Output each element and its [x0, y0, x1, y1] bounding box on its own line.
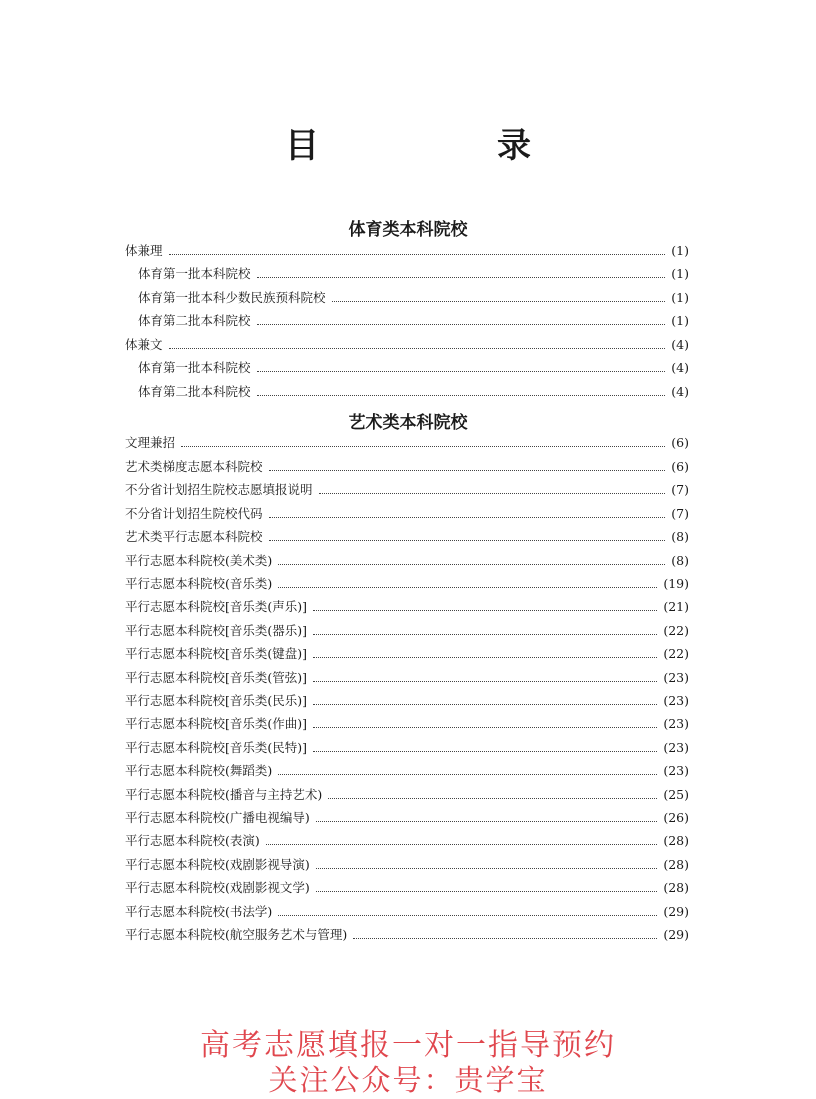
toc-entry[interactable] — [125, 669, 689, 687]
dot-leader — [313, 681, 657, 682]
dot-leader — [332, 301, 666, 302]
dot-leader — [181, 446, 665, 447]
toc-entry-label: 平行志愿本科院校[音乐类(声乐)] — [125, 599, 308, 614]
toc-entry[interactable] — [138, 265, 689, 283]
page-title: 目 录 — [285, 126, 603, 166]
toc-entry-label: 体育第二批本科院校 — [138, 313, 251, 328]
promo-line-wechat: 关注公众号：贵学宝 — [268, 1063, 548, 1097]
dot-leader — [257, 371, 666, 372]
toc-entry[interactable] — [125, 645, 689, 663]
toc-entry-page: (7) — [671, 506, 689, 521]
dot-leader — [353, 938, 657, 939]
toc-entry[interactable] — [125, 926, 689, 944]
dot-leader — [278, 774, 657, 775]
dot-leader — [313, 751, 657, 752]
toc-entry[interactable] — [125, 856, 689, 874]
toc-entry-label: 平行志愿本科院校(舞蹈类) — [125, 763, 273, 778]
toc-entry[interactable] — [125, 458, 689, 476]
dot-leader — [316, 821, 658, 822]
toc-entry[interactable] — [125, 598, 689, 616]
dot-leader — [266, 844, 658, 845]
toc-entry-page: (6) — [671, 435, 689, 450]
dot-leader — [313, 727, 657, 728]
toc-entry[interactable] — [125, 715, 689, 733]
section-heading-sports: 体育类本科院校 — [348, 220, 468, 240]
toc-entry-page: (1) — [671, 290, 689, 305]
toc-entry-page: (1) — [671, 266, 689, 281]
dot-leader — [269, 470, 666, 471]
toc-entry-page: (28) — [663, 833, 689, 848]
toc-entry-page: (23) — [663, 670, 689, 685]
toc-entry[interactable] — [125, 622, 689, 640]
dot-leader — [257, 324, 666, 325]
toc-entry-label: 文理兼招 — [125, 435, 176, 450]
dot-leader — [313, 610, 657, 611]
dot-leader — [313, 634, 657, 635]
toc-entry-page: (29) — [663, 904, 689, 919]
toc-entry-page: (28) — [663, 857, 689, 872]
toc-entry-page: (23) — [663, 716, 689, 731]
dot-leader — [328, 798, 657, 799]
toc-entry-page: (19) — [663, 576, 689, 591]
toc-entry-label: 平行志愿本科院校(戏剧影视导演) — [125, 857, 310, 872]
toc-entry-page: (26) — [663, 810, 689, 825]
toc-entry-label: 平行志愿本科院校[音乐类(民特)] — [125, 740, 308, 755]
toc-entry-label: 艺术类梯度志愿本科院校 — [125, 459, 263, 474]
dot-leader — [257, 277, 666, 278]
toc-entry-label: 平行志愿本科院校(书法学) — [125, 904, 273, 919]
dot-leader — [269, 517, 666, 518]
toc-entry-label: 平行志愿本科院校(广播电视编导) — [125, 810, 310, 825]
dot-leader — [169, 348, 666, 349]
toc-entry[interactable] — [138, 312, 689, 330]
section-heading-arts: 艺术类本科院校 — [348, 413, 468, 433]
dot-leader — [278, 915, 657, 916]
dot-leader — [313, 704, 657, 705]
toc-entry-label: 艺术类平行志愿本科院校 — [125, 529, 263, 544]
toc-entry-page: (8) — [671, 529, 689, 544]
toc-entry-page: (23) — [663, 693, 689, 708]
toc-entry-page: (4) — [671, 360, 689, 375]
toc-entry-page: (6) — [671, 459, 689, 474]
toc-entry-page: (28) — [663, 880, 689, 895]
toc-entry-page: (23) — [663, 763, 689, 778]
toc-entry-label: 平行志愿本科院校[音乐类(民乐)] — [125, 693, 308, 708]
toc-entry-label: 平行志愿本科院校[音乐类(键盘)] — [125, 646, 308, 661]
toc-entry-label: 体兼文 — [125, 337, 163, 352]
toc-entry-label: 平行志愿本科院校[音乐类(器乐)] — [125, 623, 308, 638]
toc-entry-label: 体育第一批本科院校 — [138, 266, 251, 281]
dot-leader — [269, 540, 666, 541]
toc-entry[interactable] — [125, 434, 689, 452]
dot-leader — [316, 868, 658, 869]
toc-entry[interactable] — [125, 786, 689, 804]
toc-entry-label: 平行志愿本科院校[音乐类(管弦)] — [125, 670, 308, 685]
toc-entry[interactable] — [125, 242, 689, 260]
promo-line-consultation: 高考志愿填报一对一指导预约 — [200, 1028, 616, 1063]
toc-entry[interactable] — [138, 289, 689, 307]
dot-leader — [278, 564, 665, 565]
toc-entry-label: 平行志愿本科院校(播音与主持艺术) — [125, 787, 323, 802]
toc-entry-page: (21) — [663, 599, 689, 614]
toc-entry-page: (29) — [663, 927, 689, 942]
toc-entry[interactable] — [138, 383, 689, 401]
toc-entry-page: (22) — [663, 623, 689, 638]
toc-entry-label: 不分省计划招生院校代码 — [125, 506, 263, 521]
toc-entry[interactable] — [125, 739, 689, 757]
toc-entry[interactable] — [125, 505, 689, 523]
toc-entry-page: (4) — [671, 337, 689, 352]
toc-entry-label: 体育第一批本科院校 — [138, 360, 251, 375]
toc-entry[interactable] — [125, 903, 689, 921]
toc-entry-page: (1) — [671, 313, 689, 328]
toc-entry-page: (23) — [663, 740, 689, 755]
toc-entry-page: (4) — [671, 384, 689, 399]
toc-entry-label: 体兼理 — [125, 243, 163, 258]
toc-entry[interactable] — [125, 336, 689, 354]
toc-entry-label: 体育第一批本科少数民族预科院校 — [138, 290, 326, 305]
toc-entry[interactable] — [125, 809, 689, 827]
toc-entry-label: 不分省计划招生院校志愿填报说明 — [125, 482, 313, 497]
toc-entry-label: 平行志愿本科院校(表演) — [125, 833, 260, 848]
toc-entry[interactable] — [125, 832, 689, 850]
toc-entry-page: (7) — [671, 482, 689, 497]
toc-entry-label: 平行志愿本科院校[音乐类(作曲)] — [125, 716, 308, 731]
toc-entry-label: 平行志愿本科院校(美术类) — [125, 553, 273, 568]
toc-entry-page: (25) — [663, 787, 689, 802]
toc-entry-page: (1) — [671, 243, 689, 258]
toc-entry[interactable] — [125, 762, 689, 780]
dot-leader — [313, 657, 657, 658]
toc-entry-label: 体育第二批本科院校 — [138, 384, 251, 399]
toc-entry[interactable] — [125, 528, 689, 546]
toc-entry-label: 平行志愿本科院校(音乐类) — [125, 576, 273, 591]
dot-leader — [257, 395, 666, 396]
toc-entry-page: (8) — [671, 553, 689, 568]
toc-entry-page: (22) — [663, 646, 689, 661]
toc-entry-label: 平行志愿本科院校(航空服务艺术与管理) — [125, 927, 348, 942]
toc-entry[interactable] — [125, 879, 689, 897]
toc-entry-label: 平行志愿本科院校(戏剧影视文学) — [125, 880, 310, 895]
toc-entry[interactable] — [125, 481, 689, 499]
dot-leader — [319, 493, 666, 494]
dot-leader — [278, 587, 657, 588]
toc-entry[interactable] — [138, 359, 689, 377]
toc-entry[interactable] — [125, 575, 689, 593]
dot-leader — [169, 254, 666, 255]
toc-entry[interactable] — [125, 692, 689, 710]
dot-leader — [316, 891, 658, 892]
toc-entry[interactable] — [125, 552, 689, 570]
